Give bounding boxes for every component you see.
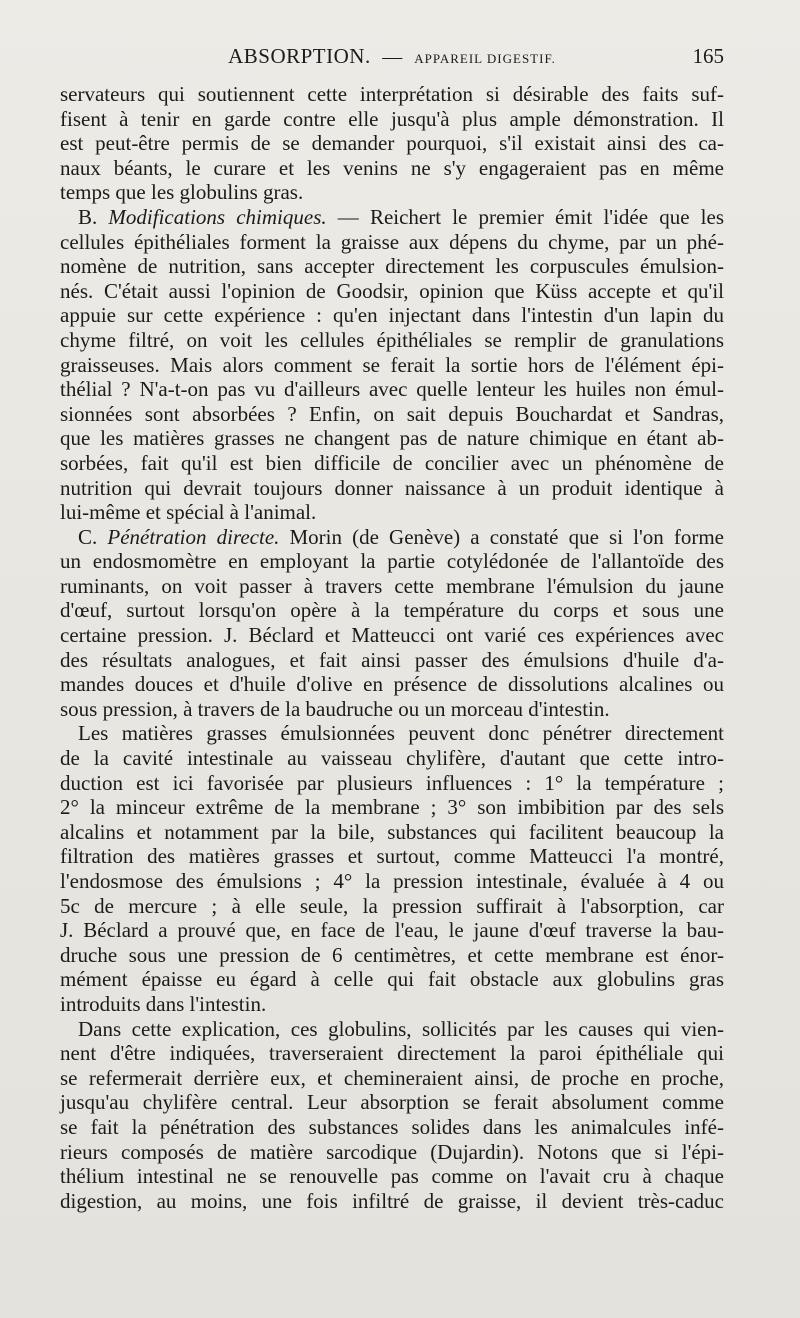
text-line (60, 303, 724, 328)
line-text: l'endosmose des émulsions ; 4° la pression intestinale, évaluée à 4 ou (60, 869, 724, 893)
line-text: chyme filtré, on voit les cellules épithéliales se remplir de granulations (60, 327, 724, 352)
line-text: alcalins et notamment par la bile, substances qui facilitent beaucoup la (60, 819, 724, 844)
line-text: 2° la minceur extrême de la membrane ; 3° son imbibition par des sels (60, 795, 724, 820)
text-line (60, 1189, 724, 1214)
text-line (60, 131, 724, 156)
line-text: nomène de nutrition, sans accepter directement les corpuscules émulsion- (60, 254, 724, 279)
line-text: un endosmomètre en employant la partie cotylédonée de l'allantoïde des (60, 549, 724, 574)
line-text: sionnées sont absorbées ? Enfin, on sait depuis Bouchardat et Sandras, (60, 401, 724, 426)
line-text: appuie sur cette expérience : qu'en injectant dans l'intestin d'un lapin du (60, 303, 724, 328)
text-line (60, 598, 724, 623)
line-text: d'œuf, surtout lorsqu'on opère à la température du corps et sous une (60, 598, 724, 623)
text-line (60, 869, 724, 894)
line-text: — Reichert le premier émit l'idée que les (326, 204, 725, 229)
section-letter: C. (78, 524, 108, 549)
text-line (60, 156, 724, 181)
text-line (60, 795, 724, 820)
line-text: que les matières grasses ne changent pas de nature chimique en étant ab- (60, 426, 724, 451)
line-text: introduits dans l'intestin. (60, 991, 267, 1016)
text-line (60, 1066, 724, 1091)
text-line (60, 525, 724, 550)
line-text: nés. C'était aussi l'opinion de Goodsir, opinion que Küss accepte et qu'il (60, 278, 724, 303)
text-line (60, 844, 724, 869)
running-header (60, 44, 724, 78)
line-text: J. Béclard a prouvé que, en face de l'eau, le jaune d'œuf traverse la bau- (60, 918, 724, 943)
text-line (60, 107, 724, 132)
text-line (60, 1041, 724, 1066)
text-line (60, 1090, 724, 1115)
line-text: de la cavité intestinale au vaisseau chylifère, d'autant que cette intro- (60, 746, 724, 771)
line-text: naux béants, le curare et les venins ne s'y engageraient pas en même (60, 155, 724, 180)
text-line (60, 943, 724, 968)
text-line (60, 574, 724, 599)
text-line (60, 697, 724, 722)
section-heading: Pénétration directe. (107, 524, 280, 549)
line-text: digestion, au moins, une fois infiltré de graisse, il devient très-caduc (60, 1188, 724, 1213)
line-text: druche sous une pression de 6 centimètres, et cette membrane est énor- (60, 942, 724, 967)
line-text: rieurs composés de matière sarcodique (Dujardin). Notons que si l'épi- (60, 1139, 724, 1164)
line-text: Morin (de Genève) a constaté que si l'on forme (279, 524, 724, 549)
body-text (60, 82, 724, 1213)
text-line (60, 205, 724, 230)
text-line (60, 353, 724, 378)
text-line (60, 771, 724, 796)
line-text: cellules épithéliales forment la graisse aux dépens du chyme, par un phé- (60, 229, 724, 254)
running-title-dash: — (382, 46, 403, 68)
line-text: graisseuses. Mais alors comment se ferait la sortie hors de l'élément épi- (60, 352, 724, 377)
line-text: jusqu'au chylifère central. Leur absorption se ferait absolument comme (60, 1090, 724, 1115)
text-line (60, 254, 724, 279)
text-line (60, 820, 724, 845)
text-line (60, 500, 724, 525)
text-line (60, 1115, 724, 1140)
text-line (60, 746, 724, 771)
text-line (60, 82, 724, 107)
text-line (60, 328, 724, 353)
text-line (60, 377, 724, 402)
line-text: des résultats analogues, et fait ainsi passer des émulsions d'huile d'a- (60, 647, 724, 672)
line-text: est peut-être permis de se demander pourquoi, s'il existait ainsi des ca- (60, 131, 724, 156)
text-line (60, 648, 724, 673)
line-text: nent d'être indiquées, traverseraient directement la paroi épithéliale qui (60, 1041, 724, 1066)
line-text: ruminants, on voit passer à travers cette membrane l'émulsion du jaune (60, 573, 724, 598)
running-title (60, 44, 724, 69)
line-text: fisent à tenir en garde contre elle jusqu'à plus ample démonstration. Il (60, 106, 724, 131)
text-line (60, 279, 724, 304)
text-line (60, 992, 724, 1017)
text-line (60, 476, 724, 501)
text-line (60, 451, 724, 476)
line-text: se refermerait derrière eux, et chemineraient ainsi, de proche en proche, (60, 1065, 724, 1090)
line-text: certaine pression. J. Béclard et Matteucci ont varié ces expériences avec (60, 623, 724, 648)
line-text: nutrition qui devrait toujours donner naissance à un produit identique à (60, 475, 724, 500)
text-line (60, 180, 724, 205)
text-line (60, 402, 724, 427)
section-letter: B. (78, 204, 109, 229)
line-text: Dans cette explication, ces globulins, sollicités par les causes qui vien- (78, 1016, 724, 1041)
text-line (60, 967, 724, 992)
line-text: thélium intestinal ne se renouvelle pas comme on l'avait cru à chaque (60, 1164, 724, 1189)
running-subtitle: APPAREIL DIGESTIF. (414, 51, 556, 66)
text-line (60, 426, 724, 451)
line-text: sous pression, à travers de la baudruche ou un morceau d'intestin. (60, 696, 610, 721)
line-text: sorbées, fait qu'il est bien difficile de concilier avec un phénomène de (60, 450, 724, 475)
text-line (60, 549, 724, 574)
line-text: se fait la pénétration des substances solides dans les animalcules infé- (60, 1114, 724, 1139)
text-line (60, 721, 724, 746)
line-text: 5c de mercure ; à elle seule, la pression suffirait à l'absorption, car (60, 893, 724, 918)
line-text: thélial ? N'a-t-on pas vu d'ailleurs avec quelle lenteur les huiles non émul- (60, 377, 724, 402)
text-line (60, 1017, 724, 1042)
line-text: temps que les globulins gras. (60, 180, 304, 205)
line-text: filtration des matières grasses et surtout, comme Matteucci l'a montré, (60, 844, 724, 869)
line-text: duction est ici favorisée par plusieurs influences : 1° la température ; (60, 770, 724, 795)
running-title-main: ABSORPTION. (228, 44, 371, 68)
line-text: mandes douces et d'huile d'olive en présence de dissolutions alcalines ou (60, 672, 724, 697)
section-heading: Modifications chimiques. (108, 204, 327, 229)
text-line (60, 1140, 724, 1165)
line-text: Les matières grasses émulsionnées peuvent donc pénétrer directement (78, 721, 724, 746)
text-line (60, 894, 724, 919)
text-line (60, 623, 724, 648)
line-text: servateurs qui soutiennent cette interprétation si désirable des faits suf- (60, 82, 724, 106)
line-text: mément épaisse eu égard à celle qui fait obstacle aux globulins gras (60, 967, 724, 992)
page-number: 165 (692, 44, 724, 68)
text-line (60, 672, 724, 697)
text-line (60, 918, 724, 943)
text-line (60, 1164, 724, 1189)
line-text: lui-même et spécial à l'animal. (60, 500, 317, 525)
text-line (60, 230, 724, 255)
